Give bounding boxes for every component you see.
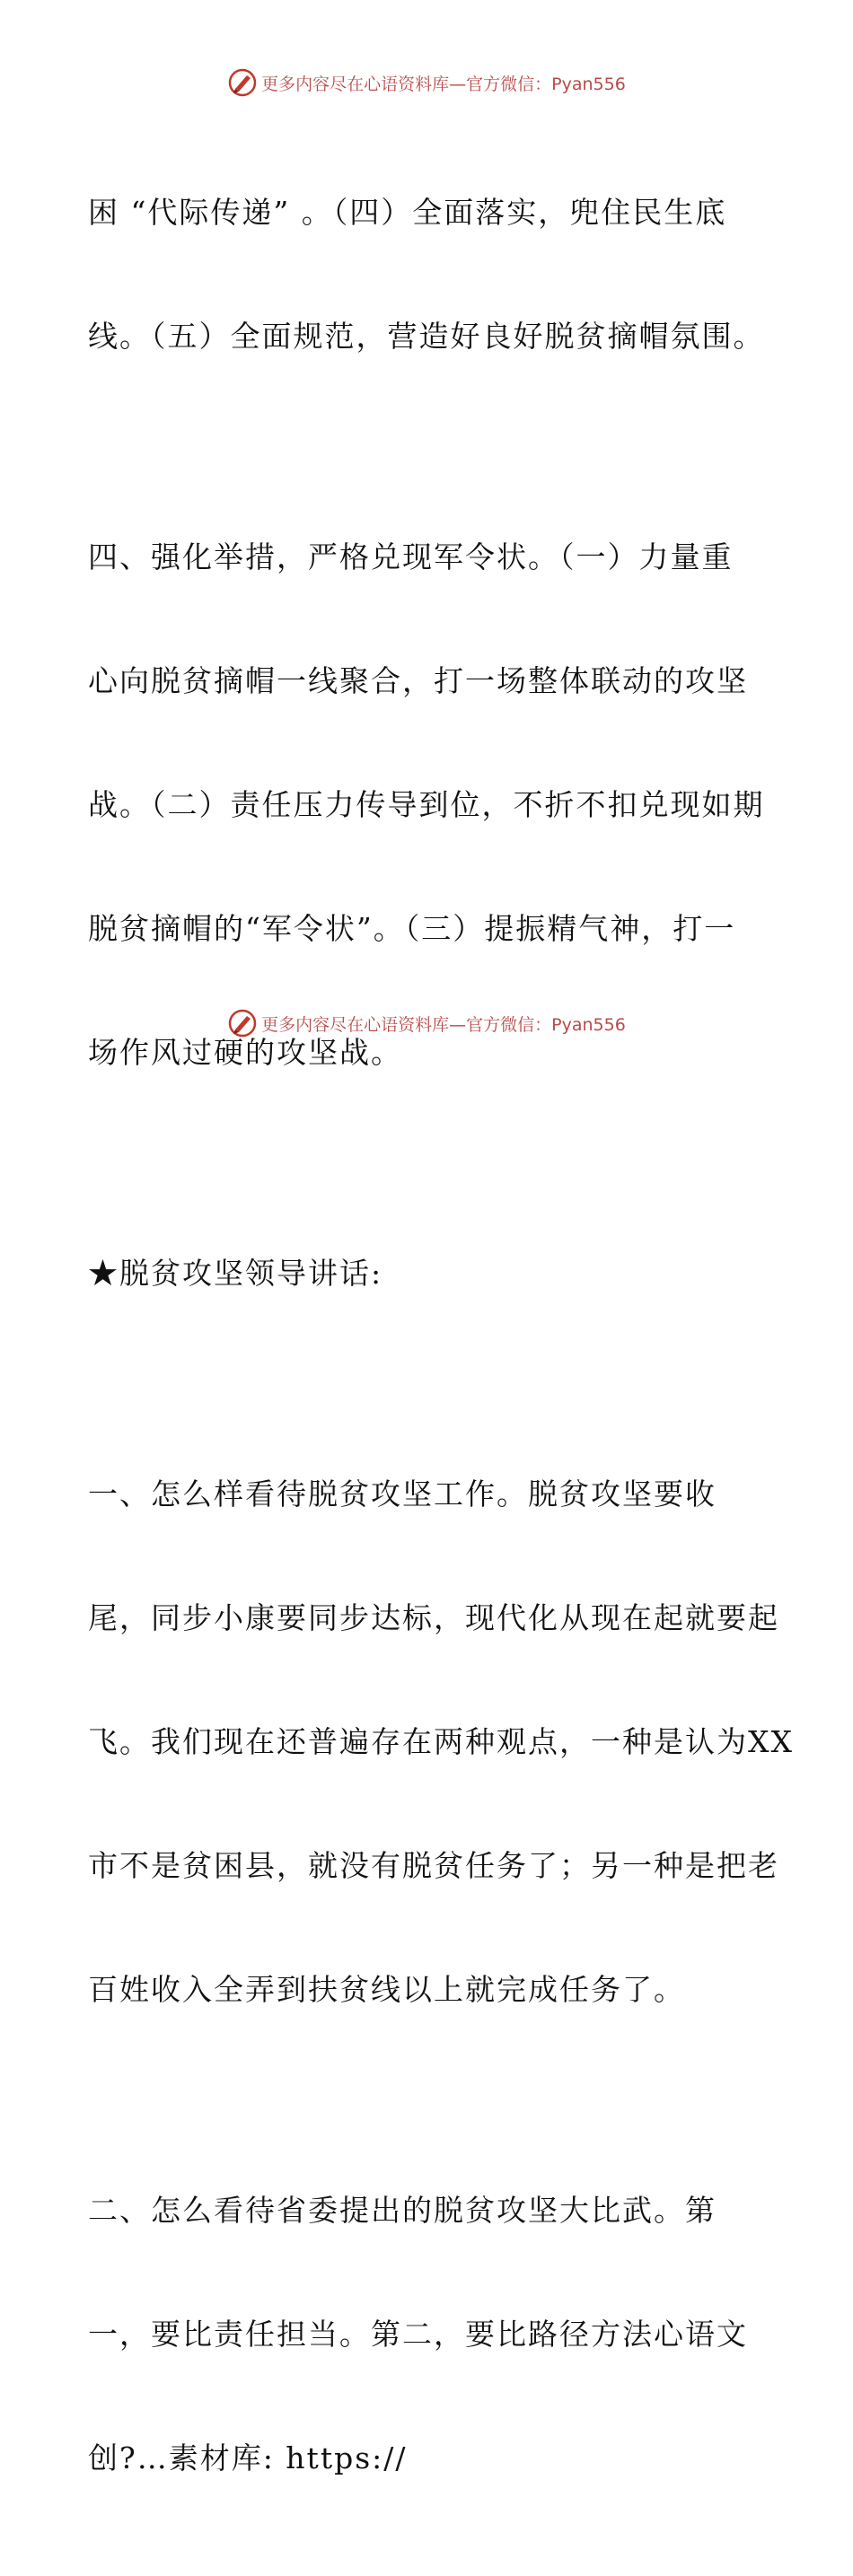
text-line: 场作风过硬的攻坚战。: [88, 1035, 402, 1070]
paragraph-4: [88, 1391, 794, 2093]
footer-banner-text: 更多内容尽在心语资料库—官方微信：Pyan556: [261, 1014, 626, 1035]
paragraph-1: [88, 110, 779, 440]
text-line: 市不是贫困县，就没有脱贫任务了；另一种是把老: [88, 1848, 779, 1883]
text-line: 二、怎么看待省委提出的脱贫攻坚大比武。第: [88, 2193, 717, 2228]
text-line: 创?…素材库: https://: [88, 2440, 408, 2475]
text-line: 困 “代际传递” 。（四）全面落实，兜住民生底: [88, 195, 727, 230]
pen-logo-icon: [227, 67, 258, 98]
header-watermark-banner: [0, 63, 853, 102]
text-line: 线。（五）全面规范，营造好良好脱贫摘帽氛围。: [88, 319, 765, 354]
text-line: 一、怎么样看待脱贫攻坚工作。脱贫攻坚要收: [88, 1476, 717, 1511]
footer-watermark-banner: [0, 1003, 853, 1043]
text-line: 一，要比责任担当。第二，要比路径方法心语文: [88, 2317, 748, 2352]
text-line: 心向脱贫摘帽一线聚合，打一场整体联动的攻坚: [88, 663, 748, 698]
text-line: ★脱贫攻坚领导讲话:: [88, 1256, 383, 1291]
text-line: 尾，同步小康要同步达标，现代化从现在起就要起: [88, 1600, 779, 1635]
text-line: 百姓收入全弄到扶贫线以上就完成任务了。: [88, 1972, 685, 2007]
text-line: 战。（二）责任压力传导到位，不折不扣兑现如期: [88, 787, 765, 822]
text-line: 脱贫摘帽的“军令状”。（三）提振精气神，打一: [88, 911, 736, 946]
pen-logo-icon: [227, 1008, 258, 1038]
paragraph-2: [88, 454, 779, 1156]
text-line: 飞。我们现在还普遍存在两种观点，一种是认为XX: [88, 1724, 794, 1759]
paragraph-3-heading: [88, 1170, 779, 1377]
paragraph-5: [88, 2107, 779, 2562]
text-line: 四、强化举措，严格兑现军令状。（一）力量重: [88, 539, 734, 574]
document-body: [88, 110, 794, 2576]
header-banner-text: 更多内容尽在心语资料库—官方微信：Pyan556: [261, 74, 626, 94]
